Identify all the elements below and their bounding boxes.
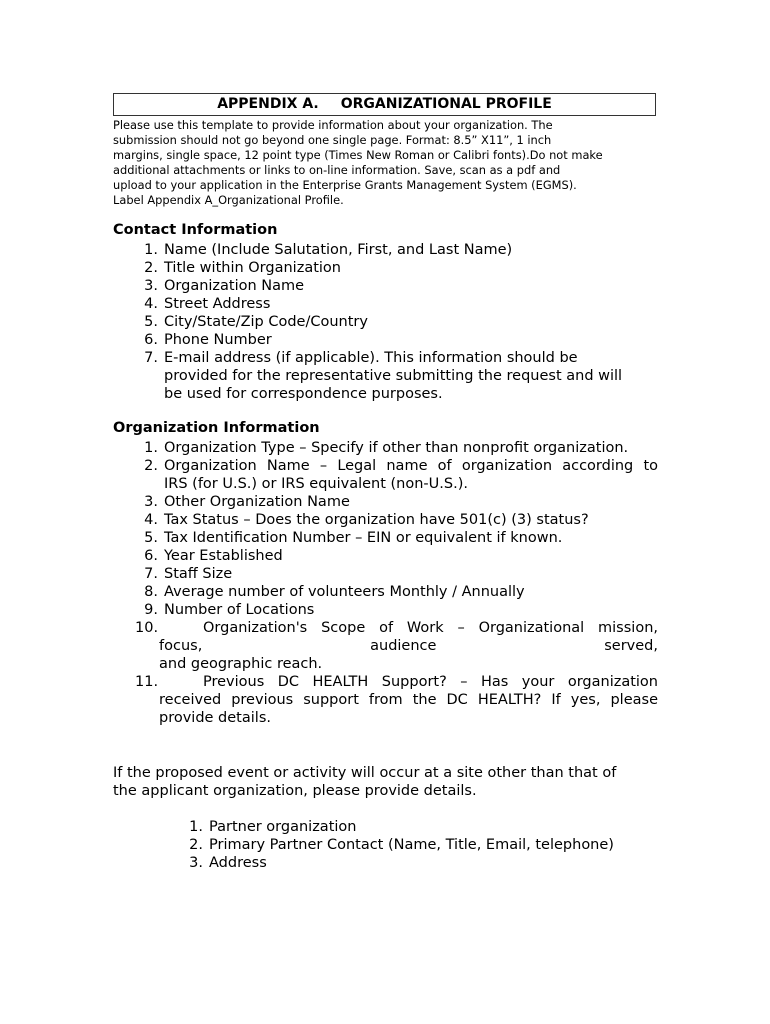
list-item-text: Primary Partner Contact (Name, Title, Email, telephone) (209, 837, 614, 853)
contact-item (113, 259, 658, 277)
list-item-text: Organization Name – Legal name of organization according to (164, 458, 658, 474)
list-item-text: Street Address (164, 296, 271, 312)
organization-item (113, 511, 658, 529)
list-item-text: Title within Organization (164, 260, 341, 276)
intro-line: additional attachments or links to on-line information. Save, scan as a pdf and (113, 163, 561, 177)
intro-line: margins, single space, 12 point type (Times New Roman or Calibri fonts).Do not make (113, 148, 603, 162)
list-item-text: be used for correspondence purposes. (164, 386, 443, 402)
organization-heading: Organization Information (113, 420, 320, 436)
list-number: 3. (144, 494, 158, 510)
list-item-text: Organization Type – Specify if other than nonprofit organization. (164, 440, 629, 456)
list-number: 8. (144, 584, 158, 600)
partner-list (113, 818, 658, 872)
list-item-text: received previous support from the DC HEALTH? If yes, please (159, 692, 658, 708)
intro-line: upload to your application in the Enterprise Grants Management System (EGMS). (113, 178, 577, 192)
contact-item (113, 313, 658, 331)
list-number: 7. (144, 566, 158, 582)
list-item-text: Tax Identification Number – EIN or equivalent if known. (164, 530, 563, 546)
site-paragraph (113, 764, 663, 800)
list-item-text: provided for the representative submitting the request and will (164, 368, 623, 384)
list-number: 2. (144, 260, 158, 276)
list-item-text: Organization's Scope of Work – Organizational mission, (203, 620, 658, 636)
organization-item (113, 583, 658, 601)
list-number: 5. (144, 314, 158, 330)
list-item-text: focus, audience served, (159, 638, 658, 654)
intro-line: Please use this template to provide information about your organization. The (113, 118, 553, 132)
partner-item (113, 854, 658, 872)
list-item-text: IRS (for U.S.) or IRS equivalent (non-U.S.). (164, 476, 468, 492)
intro-line: Label Appendix A_Organizational Profile. (113, 193, 344, 207)
intro-line: submission should not go beyond one single page. Format: 8.5” X11”, 1 inch (113, 133, 552, 147)
organization-item (113, 439, 658, 457)
appendix-title-box (113, 93, 656, 116)
partner-item (113, 836, 658, 854)
list-number: 10. (135, 620, 159, 636)
organization-item (113, 619, 658, 673)
list-item-text: Phone Number (164, 332, 272, 348)
list-number: 11. (135, 674, 159, 690)
site-paragraph-line: If the proposed event or activity will occur at a site other than that of (113, 765, 617, 781)
site-paragraph-line: the applicant organization, please provide details. (113, 783, 477, 799)
appendix-label: APPENDIX A. (217, 96, 319, 112)
list-item-text: Number of Locations (164, 602, 315, 618)
organization-item (113, 673, 658, 727)
list-number: 2. (144, 458, 158, 474)
organization-item (113, 547, 658, 565)
list-number: 7. (144, 350, 158, 366)
partner-item (113, 818, 658, 836)
contact-item (113, 331, 658, 349)
list-item-text: Staff Size (164, 566, 233, 582)
organization-item (113, 493, 658, 511)
list-number: 5. (144, 530, 158, 546)
page-title: ORGANIZATIONAL PROFILE (340, 96, 552, 112)
list-item-text: Partner organization (209, 819, 357, 835)
organization-list (113, 439, 658, 727)
list-number: 2. (189, 837, 203, 853)
list-item-text: Organization Name (164, 278, 305, 294)
list-item-text: provide details. (159, 710, 271, 726)
list-number: 1. (189, 819, 203, 835)
list-item-text: Address (209, 855, 267, 871)
intro-paragraph (113, 118, 661, 208)
contact-item (113, 241, 658, 259)
list-item-text: Other Organization Name (164, 494, 350, 510)
list-item-text: Tax Status – Does the organization have 501(c) (3) status? (164, 512, 589, 528)
organization-item (113, 565, 658, 583)
list-item-text: Year Established (164, 548, 283, 564)
list-item-text: E-mail address (if applicable). This information should be (164, 350, 578, 366)
list-number: 4. (144, 296, 158, 312)
list-number: 1. (144, 242, 158, 258)
list-number: 3. (189, 855, 203, 871)
list-number: 9. (144, 602, 158, 618)
list-item-text: Average number of volunteers Monthly / Annually (164, 584, 525, 600)
contact-item (113, 295, 658, 313)
organization-item (113, 601, 658, 619)
list-item-text: Previous DC HEALTH Support? – Has your organization (203, 674, 658, 690)
list-number: 3. (144, 278, 158, 294)
contact-item (113, 349, 658, 403)
contact-list (113, 241, 658, 403)
list-item-text: Name (Include Salutation, First, and Last Name) (164, 242, 513, 258)
contact-item (113, 277, 658, 295)
list-number: 6. (144, 332, 158, 348)
list-number: 1. (144, 440, 158, 456)
list-number: 4. (144, 512, 158, 528)
list-number: 6. (144, 548, 158, 564)
list-item-text: City/State/Zip Code/Country (164, 314, 368, 330)
organization-item (113, 457, 658, 493)
contact-heading: Contact Information (113, 222, 278, 238)
organization-item (113, 529, 658, 547)
list-item-text: and geographic reach. (159, 656, 323, 672)
